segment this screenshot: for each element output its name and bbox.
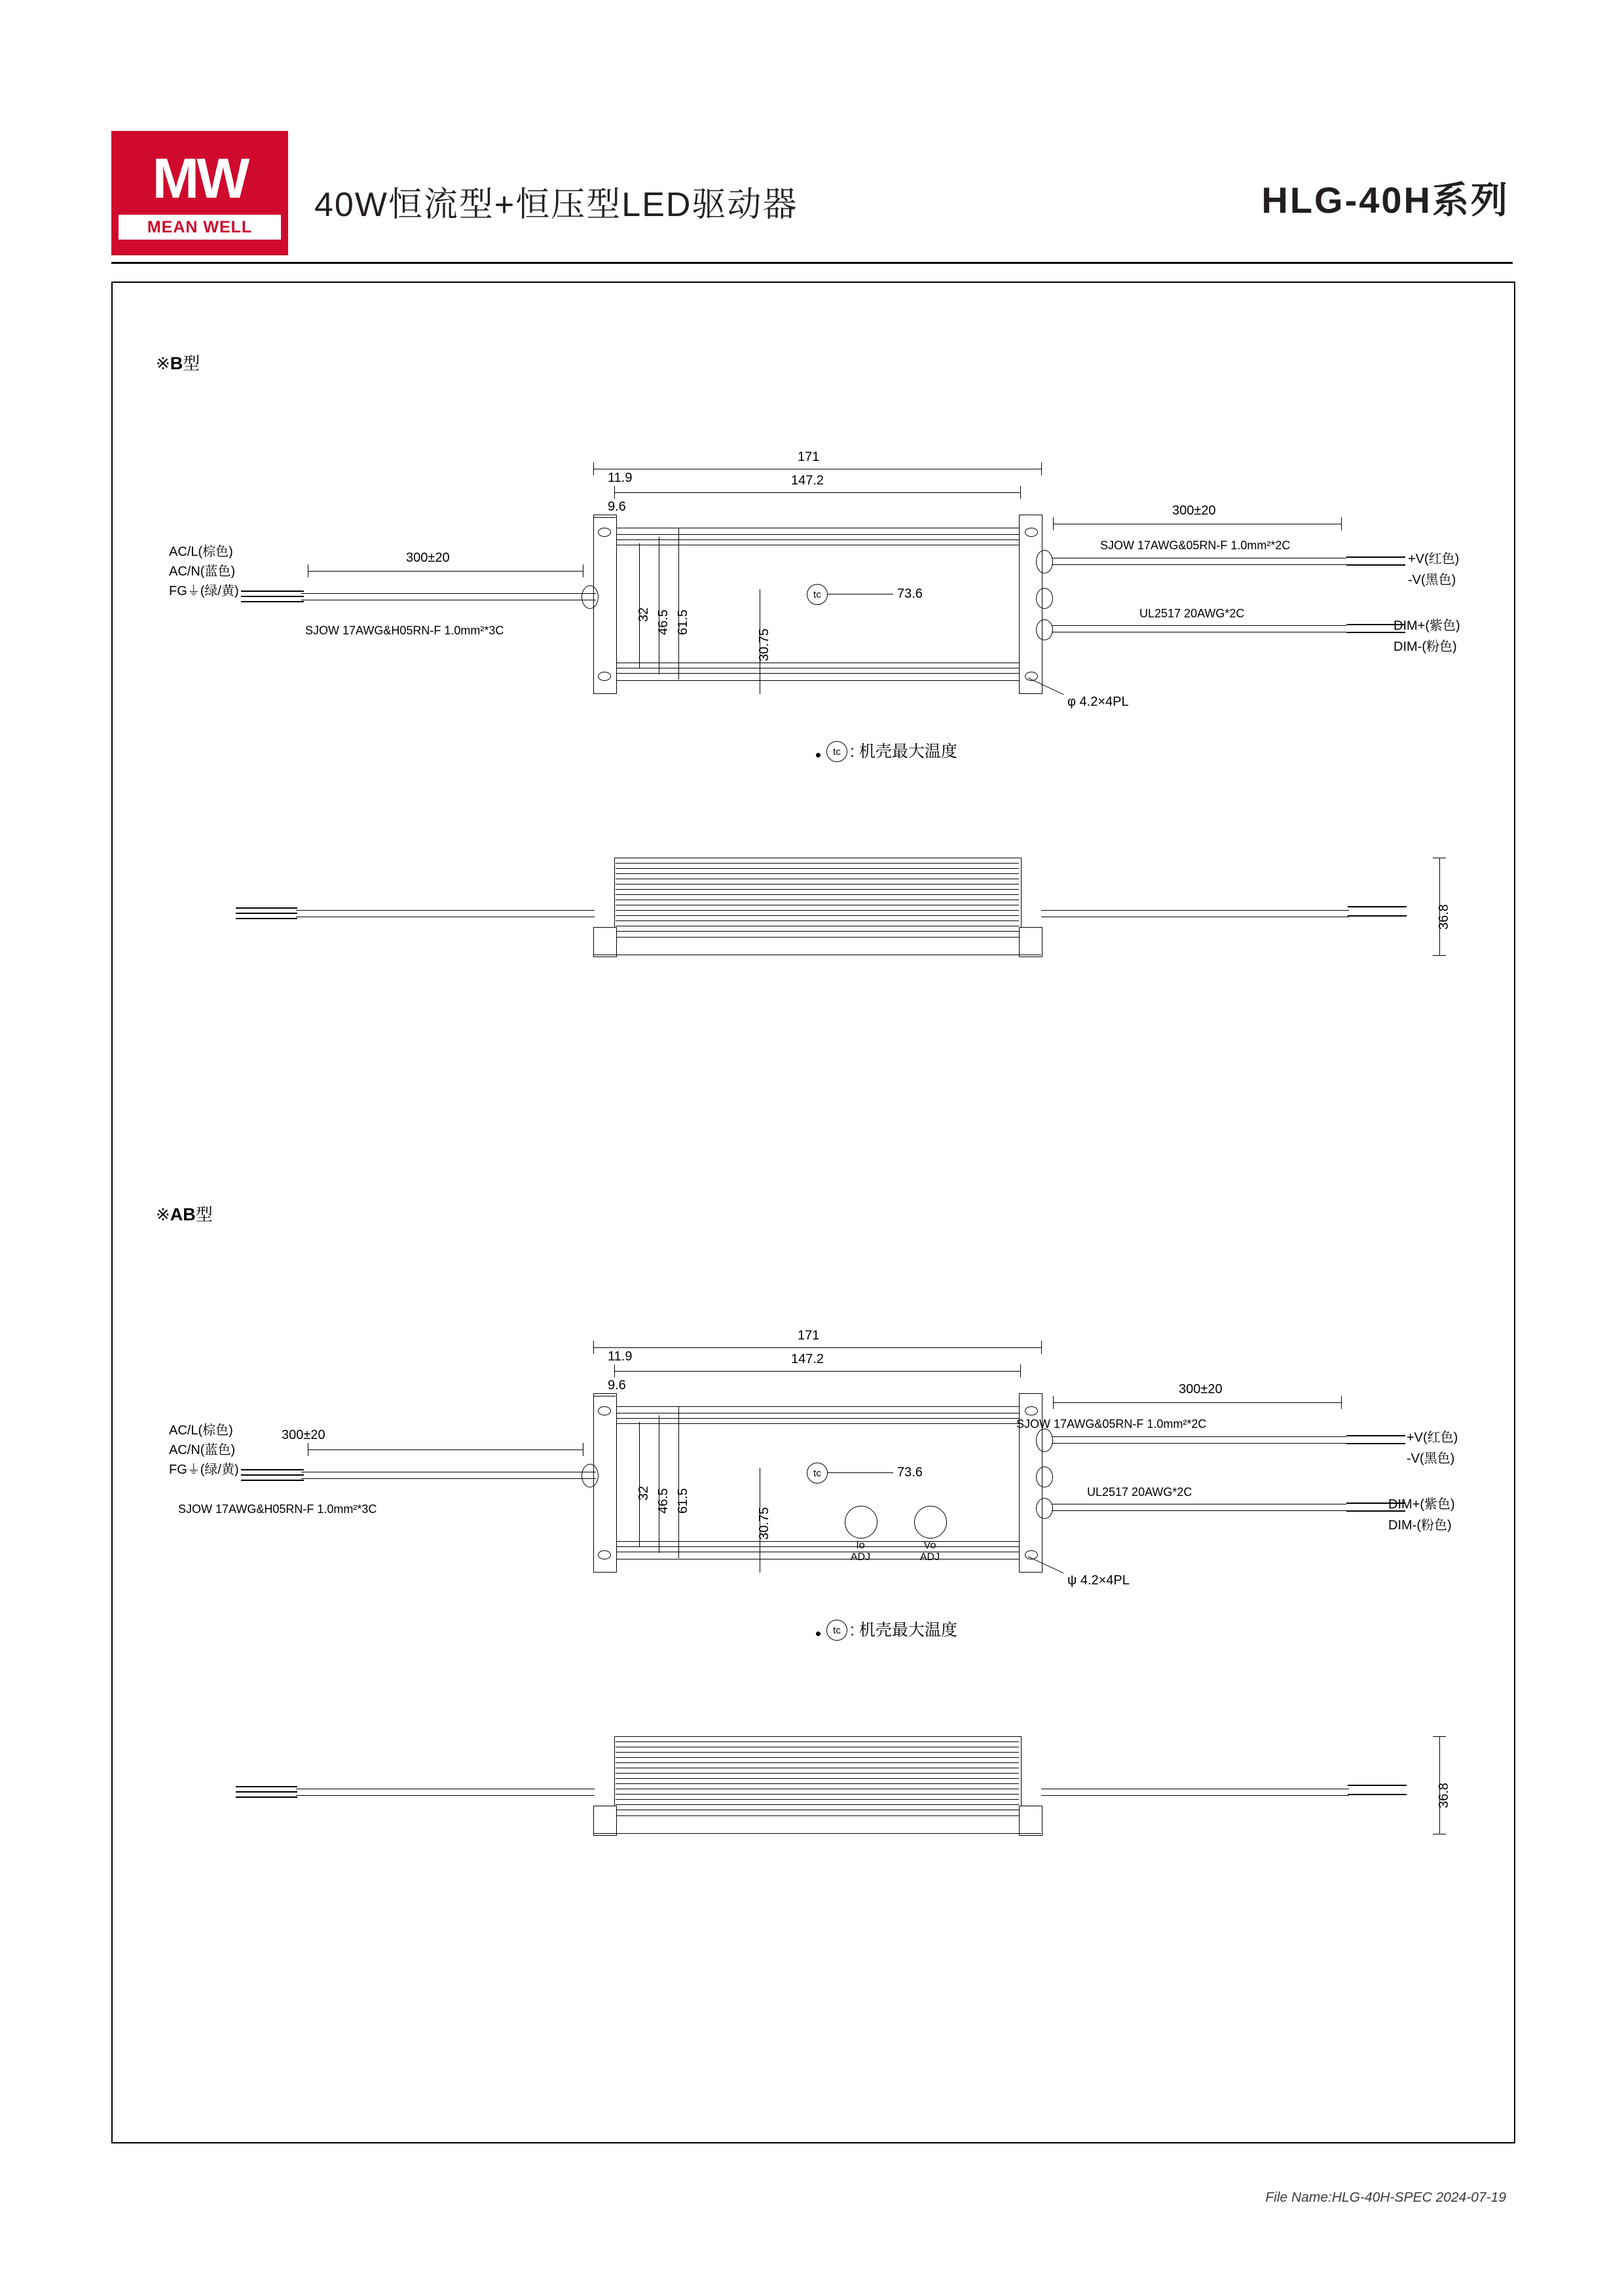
dim-hole [1067, 694, 1129, 710]
side-view-fins [616, 859, 1019, 935]
dim-30-75: 30.75 [757, 1506, 771, 1540]
input-lead-length: 300±20 [282, 1428, 325, 1442]
output-cable-2 [1052, 625, 1346, 632]
output-cable-spec-1: SJOW 17AWG&05RN-F 1.0mm²*2C [1100, 539, 1291, 552]
dim-9-6: 9.6 [608, 1378, 626, 1393]
mounting-flange-left [593, 515, 617, 694]
side-baseline [593, 1833, 1041, 1834]
section-title-ab [156, 1201, 213, 1226]
cable-gland-output-3 [1036, 619, 1053, 640]
input-wire-label-l: AC/L(棕色) [169, 545, 233, 559]
output-wire-label-pv: +V(红色) [1407, 1430, 1458, 1445]
dimline-147-2 [614, 1371, 1020, 1372]
dim-73-6: 73.6 [897, 587, 923, 601]
mounting-hole [598, 1550, 611, 1559]
side-input-wire-3 [236, 1796, 297, 1798]
output-wire-pv [1346, 1435, 1405, 1436]
input-wire-label-fg: FG⏚(绿/黄) [169, 1463, 239, 1477]
dim-171: 171 [798, 450, 820, 464]
output-wire-label-dimp: DIM+(紫色) [1388, 1497, 1455, 1512]
input-wire-label-fg: FG⏚(绿/黄) [169, 584, 239, 598]
mounting-hole [598, 528, 611, 537]
side-flange-left [593, 1806, 617, 1836]
io-adj-potentiometer[interactable] [845, 1506, 877, 1539]
cable-gland-output-3 [1036, 1498, 1053, 1519]
logo-wordmark: MEAN WELL [147, 217, 253, 236]
output-cable-1 [1052, 1436, 1346, 1444]
dimline-171 [593, 1347, 1041, 1348]
input-cable-spec: SJOW 17AWG&H05RN-F 1.0mm²*3C [178, 1503, 377, 1516]
page-header [0, 0, 1624, 236]
output-wire-nv [1346, 1443, 1405, 1444]
output-wire-label-nv: -V(黑色) [1408, 573, 1456, 587]
output-wire-label-dimn: DIM-(粉色) [1388, 1518, 1452, 1533]
dimline-32 [639, 1422, 640, 1546]
dim-11-9: 11.9 [608, 1349, 633, 1364]
dim-46-5: 46.5 [656, 610, 671, 635]
section-type-label: AB [170, 1205, 196, 1224]
dimline-147-2 [614, 492, 1020, 493]
section-marker: ※ [156, 1205, 170, 1224]
section-type-suffix: 型 [195, 1205, 213, 1224]
input-wire-n [241, 596, 304, 597]
output-cable-1 [1052, 558, 1346, 565]
side-output-cable [1041, 1789, 1349, 1796]
output-wire-pv [1346, 556, 1405, 558]
section-type-label: B [170, 354, 183, 373]
dim-hole [1067, 1573, 1130, 1589]
output-cable-spec-2: UL2517 20AWG*2C [1087, 1485, 1192, 1499]
dim-171: 171 [798, 1328, 820, 1343]
hole-value: 4.2×4PL [1080, 1573, 1130, 1588]
header-divider [111, 262, 1513, 264]
cable-gland-input [581, 585, 599, 609]
cable-gland-input [581, 1464, 599, 1487]
dim-32: 32 [637, 607, 651, 622]
vo-adj-potentiometer[interactable] [914, 1506, 947, 1539]
logo-wordmark-bar [119, 215, 281, 240]
logo-mark: MW [152, 147, 248, 210]
dim-9-6: 9.6 [608, 500, 626, 514]
input-wire-label-n: AC/N(蓝色) [169, 564, 236, 579]
side-output-wire-2 [1348, 915, 1407, 917]
io-adj-label [841, 1540, 880, 1564]
side-flange-left [593, 927, 617, 957]
side-output-cable [1041, 910, 1349, 917]
side-input-wire-1 [236, 907, 297, 909]
input-wire-labels [169, 542, 239, 601]
dim-61-5: 61.5 [676, 1488, 690, 1514]
output-lead-dimline [1053, 1402, 1341, 1403]
mounting-hole [1025, 528, 1038, 537]
note-bullet [816, 753, 821, 757]
hole-value: 4.2×4PL [1079, 695, 1129, 709]
cable-gland-output-2 [1036, 1467, 1053, 1487]
section-type-suffix: 型 [183, 354, 200, 373]
mounting-hole [598, 672, 611, 681]
tc-symbol: tc [807, 1463, 828, 1484]
input-wire-l [241, 1469, 304, 1470]
cable-gland-output-2 [1036, 588, 1053, 609]
output-cable-2 [1052, 1504, 1346, 1511]
io-adj-line2: ADJ [850, 1552, 871, 1563]
dimline-32 [639, 543, 640, 668]
mounting-hole [598, 1406, 611, 1415]
input-wire-l [241, 591, 304, 592]
input-wire-label-l: AC/L(棕色) [169, 1423, 233, 1438]
file-name-footer: File Name:HLG-40H-SPEC 2024-07-19 [1265, 2190, 1506, 2205]
side-input-wire-2 [236, 1791, 297, 1793]
note-text: : 机壳最大温度 [850, 1621, 957, 1639]
dim-147-2: 147.2 [791, 473, 824, 488]
mounting-hole [1025, 1406, 1038, 1415]
dim-11-9: 11.9 [608, 471, 633, 485]
vo-adj-line1: Vo [923, 1540, 936, 1551]
input-wire-labels [169, 1421, 239, 1480]
page-title: 40W恒流型+恒压型LED驱动器 [314, 186, 798, 224]
note-text: : 机壳最大温度 [850, 742, 957, 761]
input-lead-dimline [308, 571, 583, 572]
input-lead-length: 300±20 [406, 551, 450, 565]
dim-30-75: 30.75 [757, 628, 771, 661]
note-tc-symbol: tc [826, 741, 847, 762]
vo-adj-label [910, 1540, 950, 1564]
series-title: HLG-40H系列 [1261, 179, 1509, 221]
side-input-cable [296, 910, 595, 917]
side-view-fins [616, 1738, 1019, 1813]
dim-32: 32 [637, 1485, 651, 1501]
dim-61-5: 61.5 [676, 610, 690, 635]
hole-symbol: φ [1067, 695, 1076, 709]
input-wire-n [241, 1474, 304, 1476]
side-output-wire-1 [1348, 906, 1407, 907]
output-lead-length: 300±20 [1172, 503, 1216, 518]
mounting-flange-left [593, 1393, 617, 1573]
vo-adj-line2: ADJ [919, 1552, 940, 1563]
input-wire-fg [241, 601, 304, 602]
input-cable-spec: SJOW 17AWG&H05RN-F 1.0mm²*3C [305, 624, 504, 637]
section-title-b [156, 350, 200, 374]
tc-symbol: tc [807, 584, 828, 605]
output-cable-spec-1: SJOW 17AWG&05RN-F 1.0mm²*2C [1016, 1417, 1207, 1430]
side-flange-right [1019, 927, 1043, 957]
input-cable [301, 1472, 596, 1479]
input-cable [301, 593, 596, 600]
leader-line-73-6 [828, 1472, 893, 1473]
cable-gland-output-1 [1036, 1429, 1053, 1452]
side-flange-right [1019, 1806, 1043, 1836]
output-wire-label-pv: +V(红色) [1408, 552, 1460, 566]
note-bullet [816, 1631, 821, 1636]
hole-symbol: ψ [1067, 1573, 1077, 1588]
side-input-wire-3 [236, 918, 297, 919]
input-lead-dimline [308, 1449, 583, 1450]
output-wire-nv [1346, 564, 1405, 566]
mean-well-logo [111, 131, 288, 255]
side-input-cable [296, 1789, 595, 1796]
output-wire-label-dimp: DIM+(紫色) [1393, 619, 1460, 633]
io-adj-line1: Io [856, 1540, 865, 1551]
note-tc-symbol: tc [826, 1620, 847, 1641]
side-output-wire-1 [1348, 1785, 1407, 1786]
dim-147-2: 147.2 [791, 1352, 824, 1366]
output-wire-label-nv: -V(黑色) [1407, 1451, 1455, 1466]
section-marker: ※ [156, 354, 170, 373]
output-wire-label-dimn: DIM-(粉色) [1393, 640, 1457, 654]
side-input-wire-1 [236, 1786, 297, 1787]
dim-46-5: 46.5 [656, 1488, 671, 1514]
output-lead-length: 300±20 [1179, 1382, 1223, 1396]
dimline-61-5 [678, 528, 679, 680]
input-wire-label-n: AC/N(蓝色) [169, 1443, 236, 1457]
dim-73-6: 73.6 [897, 1465, 923, 1480]
dimline-61-5 [678, 1406, 679, 1558]
dim-36-8: 36.8 [1437, 904, 1451, 930]
dim-36-8: 36.8 [1437, 1783, 1451, 1808]
output-cable-spec-2: UL2517 20AWG*2C [1139, 607, 1245, 620]
input-wire-fg [241, 1480, 304, 1481]
side-output-wire-2 [1348, 1794, 1407, 1795]
cable-gland-output-1 [1036, 550, 1053, 574]
side-input-wire-2 [236, 913, 297, 914]
